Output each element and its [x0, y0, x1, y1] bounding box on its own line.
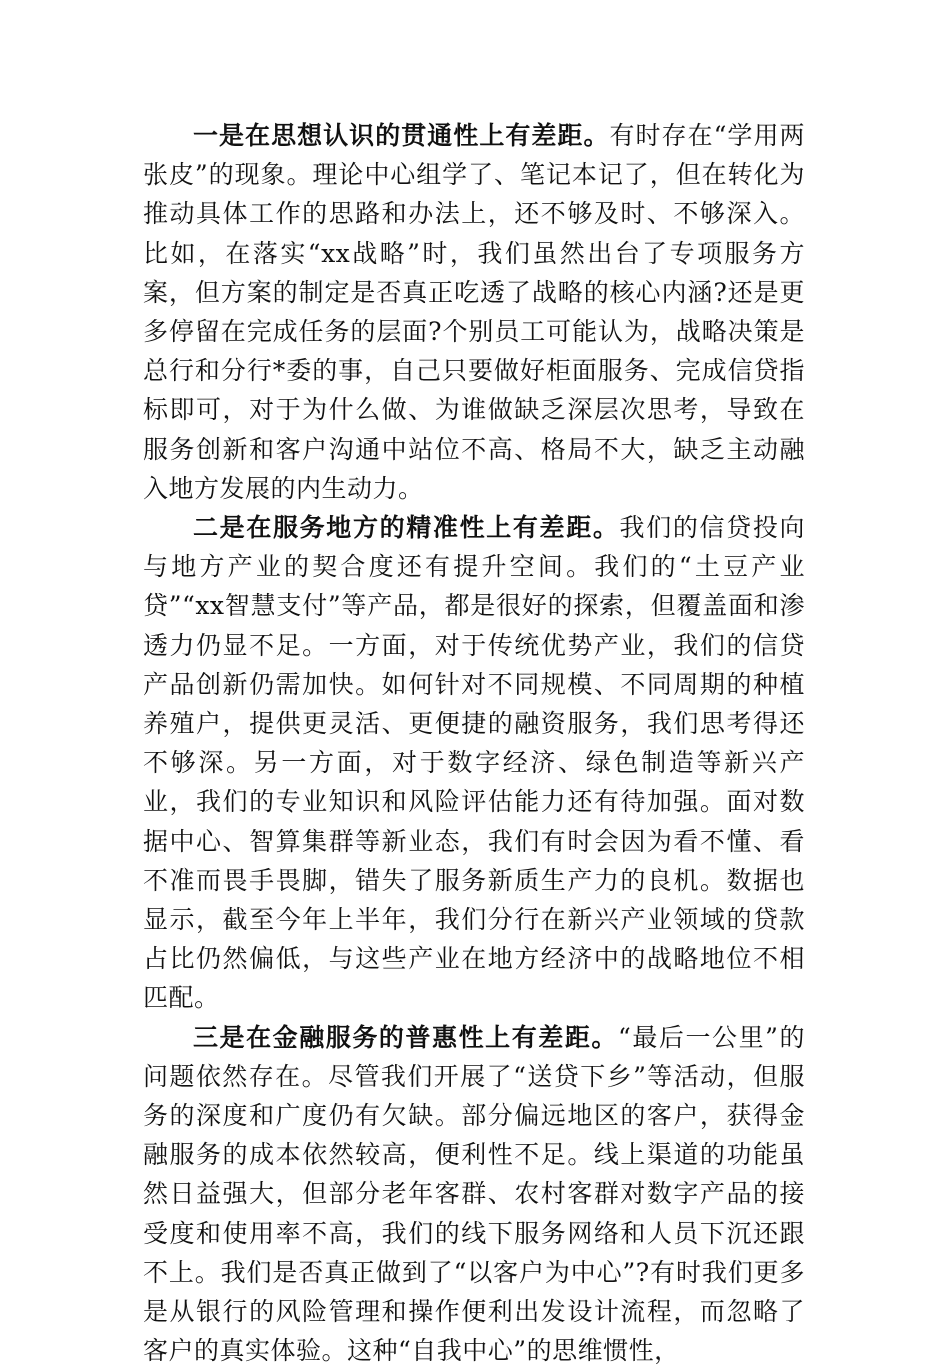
paragraph-2 — [143, 508, 805, 1018]
document-body — [143, 116, 805, 1371]
paragraph-2-heading: 二是在服务地方的精准性上有差距。 — [193, 513, 620, 543]
paragraph-2-text: 我们的信贷投向与地方产业的契合度还有提升空间。我们的“土豆产业贷”“xx智慧支付”等产品，都是很好的探索，但覆盖面和渗透力仍显不足。一方面，对于传统优势产业，我们的信贷产品创新仍需加快。如何针对不同规模、不同周期的种植养殖户，提供更灵活、更便捷的融资服务，我们思考得还不够深。另一方面，对于数字经济、绿色制造等新兴产业，我们的专业知识和风险评估能力还有待加强。面对数据中心、智算集群等新业态，我们有时会因为看不懂、看不准而畏手畏脚，错失了服务新质生产力的良机。数据也显示，截至今年上半年，我们分行在新兴产业领域的贷款占比仍然偏低，与这些产业在地方经济中的战略地位不相匹配。 — [143, 513, 805, 1013]
paragraph-1-heading: 一是在思想认识的贯通性上有差距。 — [193, 121, 610, 150]
paragraph-3-text: “最后一公里”的问题依然存在。尽管我们开展了“送贷下乡”等活动，但服务的深度和广度仍有欠缺。部分偏远地区的客户，获得金融服务的成本依然较高，便利性不足。线上渠道的功能虽然日益强大，但部分老年客群、农村客群对数字产品的接受度和使用率不高，我们的线下服务网络和人员下沉还跟不上。我们是否真正做到了“以客户为中心”?有时我们更多是从银行的风险管理和操作便利出发设计流程，而忽略了客户的真实体验。这种“自我中心”的思维惯性， — [143, 1022, 805, 1366]
paragraph-3-heading: 三是在金融服务的普惠性上有差距。 — [193, 1022, 618, 1052]
paragraph-1-text: 有时存在“学用两张皮”的现象。理论中心组学了、笔记本记了，但在转化为推动具体工作的思路和办法上，还不够及时、不够深入。比如，在落实“xx战略”时，我们虽然出台了专项服务方案，但方案的制定是否真正吃透了战略的核心内涵?还是更多停留在完成任务的层面?个别员工可能认为，战略决策是总行和分行*委的事，自己只要做好柜面服务、完成信贷指标即可，对于为什么做、为谁做缺乏深层次思考，导致在服务创新和客户沟通中站位不高、格局不大，缺乏主动融入地方发展的内生动力。 — [143, 121, 805, 503]
paragraph-1 — [143, 116, 805, 508]
paragraph-3 — [143, 1018, 805, 1371]
